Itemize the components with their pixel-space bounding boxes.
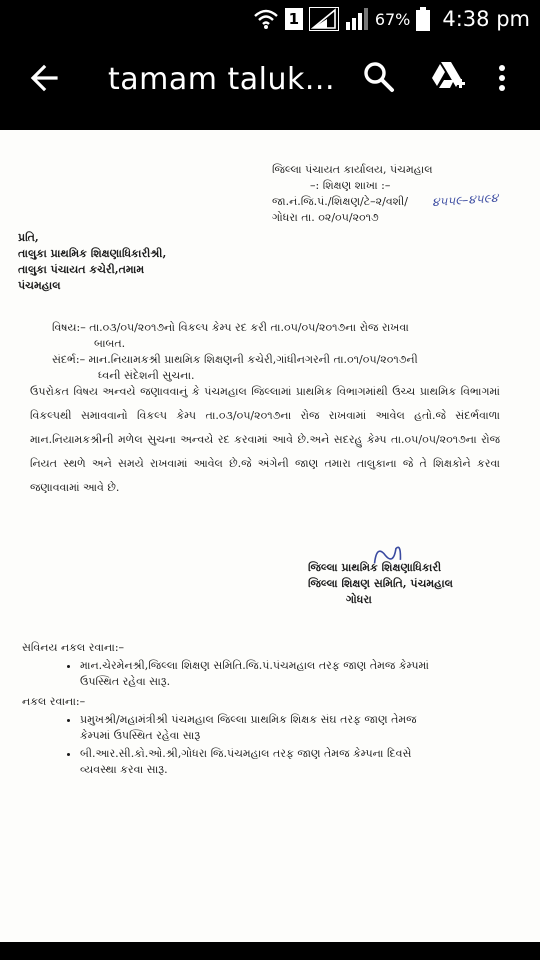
- cc-heading: સવિનય નકલ રવાના:–: [22, 641, 125, 654]
- arrow-left-icon: [26, 60, 62, 96]
- clock: 4:38 pm: [442, 7, 530, 31]
- battery-percent: 67%: [374, 9, 411, 29]
- status-icons: [253, 4, 530, 34]
- reference-line: ધ્વની સંદેશની સુચના.: [98, 368, 195, 382]
- subject-line: વિષય:– તા.૦૩/૦૫/૨૦૧૭નો વિકલ્પ કેમ્પ રદ કરી તા.૦૫/૦૫/૨૦૧૭ના રોજ રાખવા: [52, 321, 409, 334]
- signal-icon: [309, 7, 339, 31]
- signal-icon-2: [345, 8, 369, 30]
- back-button[interactable]: [26, 60, 62, 96]
- sim-1-badge: 1: [285, 8, 303, 30]
- search-icon: [362, 60, 396, 94]
- wifi-icon: [253, 8, 279, 30]
- bottom-bar: [0, 942, 540, 960]
- signatory-line: ગોધરા: [346, 592, 372, 606]
- list-item: • બી.આર.સી.કો.ઓ.શ્રી,ગોધરા જિ.પંચમહાલ તરફ જાણ તેમજ કેમ્પના દિવસે વ્યવસ્થા કરવા સારૂ.: [80, 746, 429, 778]
- signatory-line: જિલ્લા શિક્ષણ સમિતિ, પંચમહાલ: [308, 576, 453, 590]
- list-item: • માન.ચેરમેનશ્રી,જિલ્લા શિક્ષણ સમિતિ.જિ.પં.પંચમહાલ તરફ જાણ તેમજ કેમ્પમાં ઉપસ્થિત રહેવા સારૂ.: [80, 658, 429, 690]
- address-line: પંચમહાલ: [18, 278, 61, 292]
- letter-body: ઉપરોકત વિષય અન્વયે જણાવવાનું કે પંચમહાલ જિલ્લામાં પ્રાથમિક વિભાગમાંથી ઉચ્ચ પ્રાથમિક વિભાગમાં વિકલ્પથી સમાવવાનો વિકલ્પ કેમ્પ તા.૦૩/૦૫/૨૦૧૭ના રોજ રાખવામાં આવેલ હતો.જે સંદર્ભવાળા માન.નિયામકશ્રીની મળેલ સુચના અન્વયે રદ કરવામાં આવે છે.અને સદરહુ કેમ્પ તા.૦૫/૦૫/૨૦૧૭ના રોજ નિયત સ્થળે અને સમયે રાખવામાં આવેલ છે.જે અંગેની જાણ તમારા તાલુકાના જે તે શિક્ષકોને કરવા જણાવવામાં આવે છે.: [30, 385, 500, 494]
- signatory-line: જિલ્લા પ્રાથમિક શિક્ષણાધિકારી: [308, 561, 442, 574]
- office-date: ગોધરા તા. ૦૨/૦૫/૨૦૧૭: [272, 210, 379, 224]
- address-line: પ્રતિ,: [18, 231, 39, 244]
- search-button[interactable]: [362, 60, 396, 94]
- address-line: તાલુકા પંચાયત કચેરી,તમામ: [18, 262, 145, 276]
- office-section: –: શિક્ષણ શાખા :–: [310, 178, 391, 192]
- copy-heading: નકલ રવાના:–: [22, 694, 86, 708]
- office-name: જિલ્લા પંચાયત કાર્યાલય, પંચમહાલ: [272, 163, 433, 176]
- document-page: [0, 130, 540, 942]
- cc-list: [22, 658, 429, 690]
- signatory-block: [308, 560, 453, 608]
- more-options-button[interactable]: [492, 62, 512, 96]
- document-title: tamam taluk...: [108, 62, 335, 97]
- battery-icon: [416, 7, 430, 31]
- reference-line: સંદર્ભ:– માન.નિયામકશ્રી પ્રાથમિક શિક્ષણની કચેરી,ગાંધીનગરની તા.૦૧/૦૫/૨૦૧૭ની: [52, 352, 418, 366]
- copy-to-section: [22, 640, 429, 780]
- handwritten-number: ૪૫૫૯–૪૫૯૪: [431, 190, 499, 210]
- copy-list: [22, 712, 429, 778]
- drive-add-icon: [430, 60, 466, 94]
- recipient-address: [18, 230, 166, 294]
- subject-line: બાબત.: [94, 336, 126, 350]
- address-line: તાલુકા પ્રાથમિક શિક્ષણાધિકારીશ્રી,: [18, 246, 167, 260]
- status-bar: [0, 0, 540, 38]
- office-ref-number: જા.નં.જિ.પં./શિક્ષણ/ટે–૨/વશી/: [272, 194, 409, 208]
- add-to-drive-button[interactable]: [430, 60, 466, 94]
- more-vert-icon: [492, 62, 512, 96]
- subject-block: [52, 320, 472, 384]
- app-bar: [0, 38, 540, 128]
- list-item: • પ્રમુખશ્રી/મહામંત્રીશ્રી પંચમહાલ જિલ્લા પ્રાથમિક શિક્ષક સંઘ તરફ જાણ તેમજ કેમ્પમાં ઉપસ્થિત રહેવા સારૂ: [80, 712, 429, 744]
